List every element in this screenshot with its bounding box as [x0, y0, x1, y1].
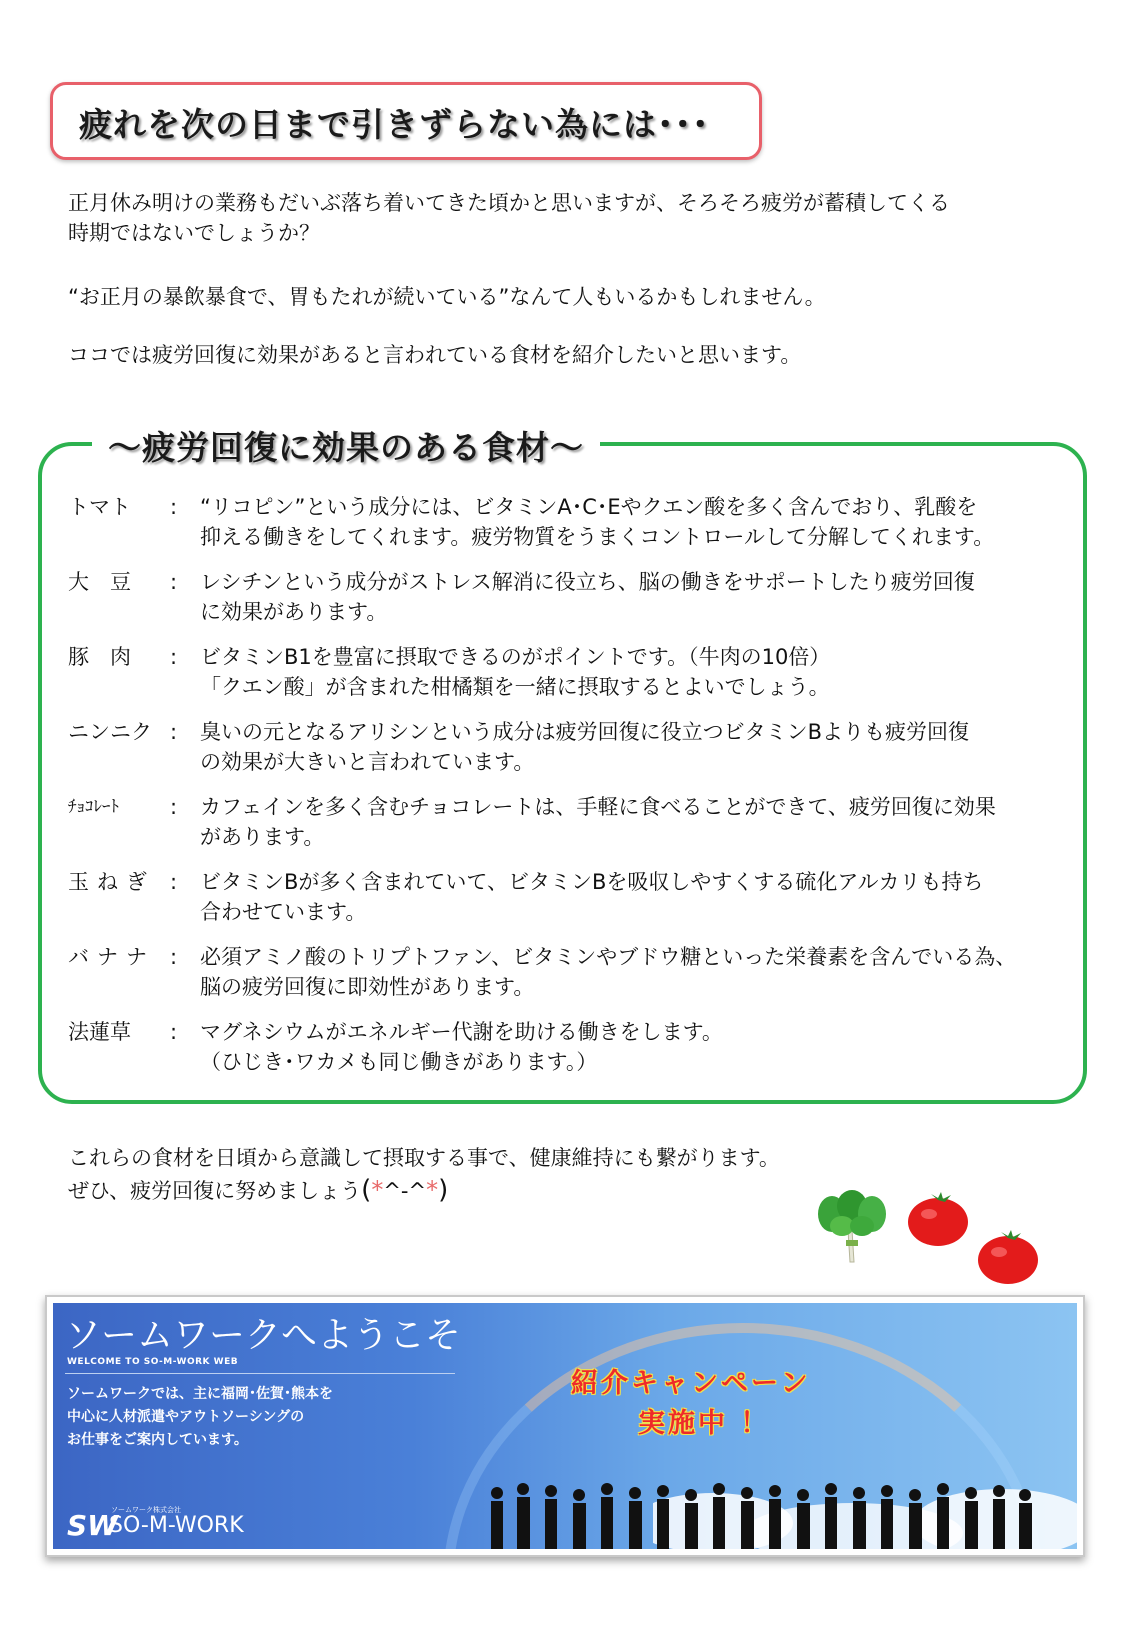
campaign-line1: 紹介キャンペーン [571, 1368, 811, 1399]
banner-description [67, 1383, 333, 1452]
food-name: トマト [68, 495, 131, 519]
food-desc-line1: 臭いの元となるアリシンという成分は疲労回復に役立つビタミンBよりも疲労回復 [200, 720, 970, 744]
food-name: 法蓮草 [68, 1020, 131, 1044]
food-desc-line2: 脳の疲労回復に即効性があります。 [200, 975, 535, 999]
food-colon: : [170, 645, 178, 669]
intro-paragraph-2: “お正月の暴飲暴食で、胃もたれが続いている”なんて人もいるかもしれません。 [68, 285, 826, 309]
food-name: ﾁｮｺﾚｰﾄ [68, 797, 119, 817]
somwork-banner[interactable] [45, 1295, 1085, 1557]
campaign-line2: 実施中 ！ [638, 1408, 771, 1439]
food-colon: : [170, 870, 178, 894]
food-colon: : [170, 945, 178, 969]
foods-title: ～疲労回復に効果のある食材～ [92, 422, 600, 469]
food-desc [200, 792, 1120, 852]
food-desc [200, 717, 1120, 777]
tomato-icon [905, 1190, 971, 1248]
food-desc-line2: 「クエン酸」が含まれた柑橘類を一緒に摂取するとよいでしょう。 [200, 675, 830, 699]
food-name: 玉ねぎ [68, 870, 155, 894]
food-desc-line2: 抑える働きをしてくれます。疲労物質をうまくコントロールして分解してくれます。 [200, 525, 995, 549]
food-colon: : [170, 570, 178, 594]
food-desc-line1: レシチンという成分がストレス解消に役立ち、脳の働きをサポートしたり疲労回復 [200, 570, 975, 594]
food-desc-line2: の効果が大きいと言われています。 [200, 750, 535, 774]
logo-company-name: ソームワーク株式会社 [111, 1506, 181, 1514]
food-name: 豚 肉 [68, 645, 131, 669]
food-desc [200, 567, 1120, 627]
page-title: 疲れを次の日まで引きずらない為には･･･ [79, 105, 710, 144]
banner-desc-line1: ソームワークでは、主に福岡･佐賀･熊本を [67, 1386, 333, 1402]
food-desc-line2: （ひじき･ワカメも同じ働きがあります。） [200, 1050, 598, 1074]
banner-desc-line2: 中心に人材派遣やアウトソーシングの [67, 1409, 305, 1425]
closing-line1: これらの食材を日頃から意識して摂取する事で、健康維持にも繋がります。 [68, 1146, 780, 1170]
food-desc-line1: ビタミンBが多く含まれていて、ビタミンBを吸収しやすくする硫化アルカリも持ち [200, 870, 984, 894]
food-desc [200, 867, 1120, 927]
food-colon: : [170, 720, 178, 744]
food-desc [200, 1017, 1120, 1077]
food-colon: : [170, 795, 178, 819]
closing-text [68, 1142, 780, 1207]
tomato-icon [975, 1228, 1041, 1286]
food-desc [200, 642, 1120, 702]
closing-line2 [68, 1174, 780, 1207]
intro-p1-line2: 時期ではないでしょうか？ [68, 221, 320, 245]
food-name: ニンニク [68, 720, 152, 744]
food-desc-line1: マグネシウムがエネルギー代謝を助ける働きをします。 [200, 1020, 723, 1044]
smiley-star-right: * [426, 1176, 439, 1204]
spinach-icon [812, 1190, 892, 1270]
food-name: 大 豆 [68, 570, 131, 594]
food-name: バナナ [68, 945, 155, 969]
smiley-face: ^-^ [383, 1179, 427, 1203]
food-colon: : [170, 495, 178, 519]
food-desc-line1: 必須アミノ酸のトリプトファン、ビタミンやブドウ糖といった栄養素を含んでいる為、 [200, 945, 1017, 969]
food-desc-line1: “リコピン”という成分には、ビタミンA･C･Eやクエン酸を多く含んでおり、乳酸を [200, 495, 978, 519]
intro-p1-line1: 正月休み明けの業務もだいぶ落ち着いてきた頃かと思いますが、そろそろ疲労が蓄積してくる [68, 191, 950, 215]
smiley-star-left: * [371, 1176, 384, 1204]
intro-paragraph-1 [68, 188, 1068, 248]
banner-title: ソームワークへようこそ [65, 1315, 462, 1356]
food-desc [200, 492, 1120, 552]
food-desc-line2: に効果があります。 [200, 600, 388, 624]
title-box [50, 82, 762, 160]
food-desc [200, 942, 1120, 1002]
closing-line2-text: ぜひ、疲労回復に努めましょう [68, 1179, 362, 1203]
food-desc-line1: ビタミンB1を豊富に摂取できるのがポイントです。（牛肉の10倍） [200, 645, 831, 669]
food-desc-line1: カフェインを多く含むチョコレートは、手軽に食べることができて、疲労回復に効果 [200, 795, 996, 819]
smiley-close-paren: ) [438, 1175, 449, 1205]
intro-paragraph-3: ココでは疲労回復に効果があると言われている食材を紹介したいと思います。 [68, 343, 802, 367]
banner-desc-line3: お仕事をご案内しています。 [67, 1432, 248, 1448]
logo-text: SO-M-WORK [109, 1513, 244, 1538]
somwork-logo-icon: SW [67, 1509, 119, 1542]
banner-divider [65, 1373, 455, 1374]
banner-subtitle: WELCOME TO SO-M-WORK WEB [67, 1357, 239, 1367]
food-desc-line2: 合わせています。 [200, 900, 367, 924]
banner-image [53, 1303, 1077, 1549]
smiley-open-paren: ( [361, 1175, 372, 1205]
people-silhouette [483, 1479, 1043, 1549]
food-colon: : [170, 1020, 178, 1044]
food-desc-line2: があります。 [200, 825, 325, 849]
